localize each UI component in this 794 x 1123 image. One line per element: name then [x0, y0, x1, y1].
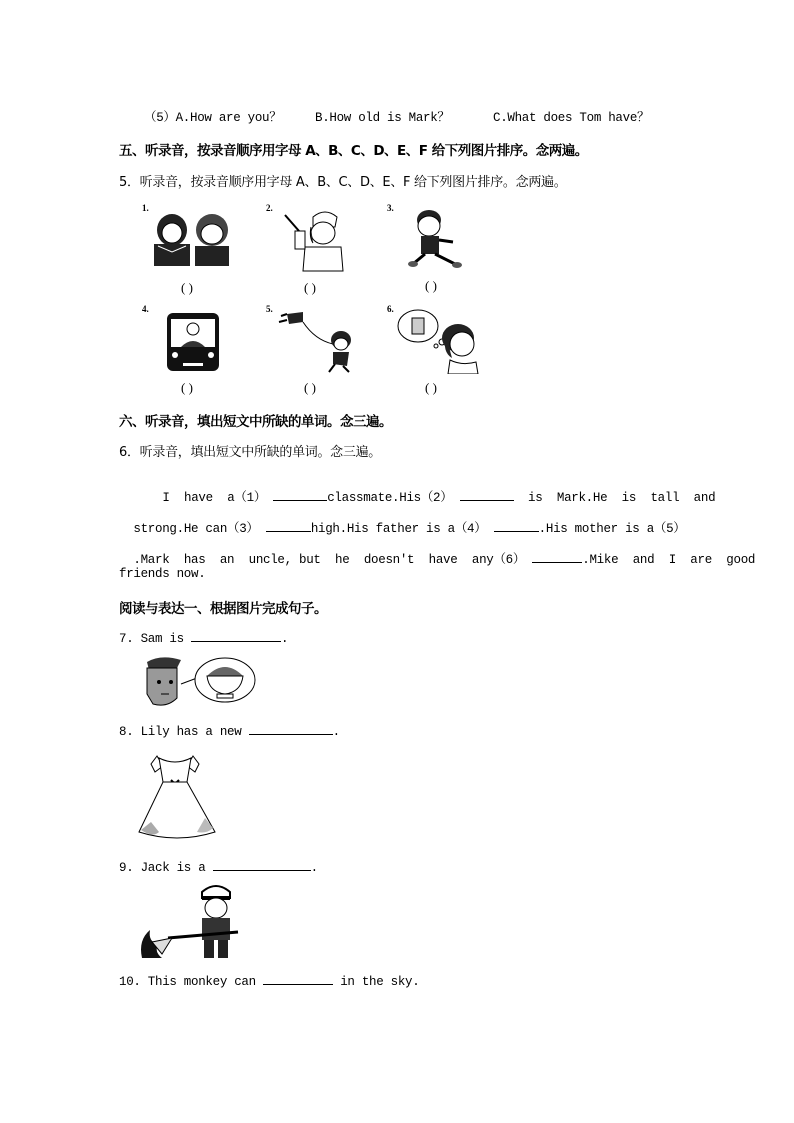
answer-bracket[interactable]: ( ) [304, 380, 316, 395]
picture-number: 6. [387, 304, 394, 314]
picture-number: 4. [142, 304, 149, 314]
passage-line-1: I have a（1） classmate.His（2） is Mark.He is tall and [148, 473, 715, 505]
blank-3[interactable] [266, 519, 311, 532]
q5-option-b: B.How old is Mark？ [315, 111, 450, 125]
blank-q10[interactable] [263, 972, 333, 985]
q10: 10. This monkey can in the sky. [119, 972, 419, 989]
bus-driver-image [165, 309, 221, 373]
dress-image [137, 752, 221, 840]
answer-bracket[interactable]: ( ) [181, 380, 193, 395]
blank-q9[interactable] [213, 858, 311, 871]
q8: 8. Lily has a new . [119, 722, 340, 739]
nurse-image [283, 207, 347, 273]
answer-bracket[interactable]: ( ) [181, 280, 193, 295]
passage-line-3: .Mark has an uncle, but he doesn't have any（6） .Mike and I are good [119, 535, 755, 567]
picture-number: 2. [266, 203, 273, 213]
sam-hungry-image [137, 654, 257, 710]
q5-options [144, 107, 281, 125]
boy-running-image [407, 206, 467, 270]
q7: 7. Sam is . [119, 629, 288, 646]
blank-6[interactable] [532, 550, 582, 563]
answer-bracket[interactable]: ( ) [425, 380, 437, 395]
blank-q7[interactable] [191, 629, 281, 642]
passage-line-2: strong.He can（3） high.His father is a（4） .His mother is a（5） [119, 504, 686, 536]
two-girls-reading-image [150, 212, 234, 268]
blank-1[interactable] [273, 488, 327, 501]
picture-number: 5. [266, 304, 273, 314]
girl-thinking-water-image [396, 308, 480, 374]
blank-4[interactable] [494, 519, 539, 532]
q9: 9. Jack is a . [119, 858, 318, 875]
section5-heading: 五、听录音，按录音顺序用字母 A、B、C、D、E、F 给下列图片排序。念两遍。 [119, 143, 588, 159]
blank-q8[interactable] [249, 722, 333, 735]
answer-bracket[interactable]: ( ) [304, 280, 316, 295]
section5-question: 5．听录音，按录音顺序用字母 A、B、C、D、E、F 给下列图片排序。念两遍。 [119, 175, 567, 190]
section6-question: 6．听录音，填出短文中所缺的单词。念三遍。 [119, 445, 381, 460]
section6-heading: 六、听录音，填出短文中所缺的单词。念三遍。 [119, 414, 392, 430]
firefighter-image [138, 880, 244, 962]
q5-option-a: A.How are you？ [175, 111, 282, 125]
blank-2[interactable] [460, 488, 514, 501]
picture-number: 1. [142, 203, 149, 213]
passage-line-4: friends now. [119, 567, 206, 581]
picture-number: 3. [387, 203, 394, 213]
q5-prefix: （5） [144, 111, 176, 125]
reading-heading: 阅读与表达一、根据图片完成句子。 [119, 601, 327, 617]
answer-bracket[interactable]: ( ) [425, 278, 437, 293]
girl-flying-kite-image [275, 310, 355, 374]
q5-option-c: C.What does Tom have？ [493, 111, 650, 125]
